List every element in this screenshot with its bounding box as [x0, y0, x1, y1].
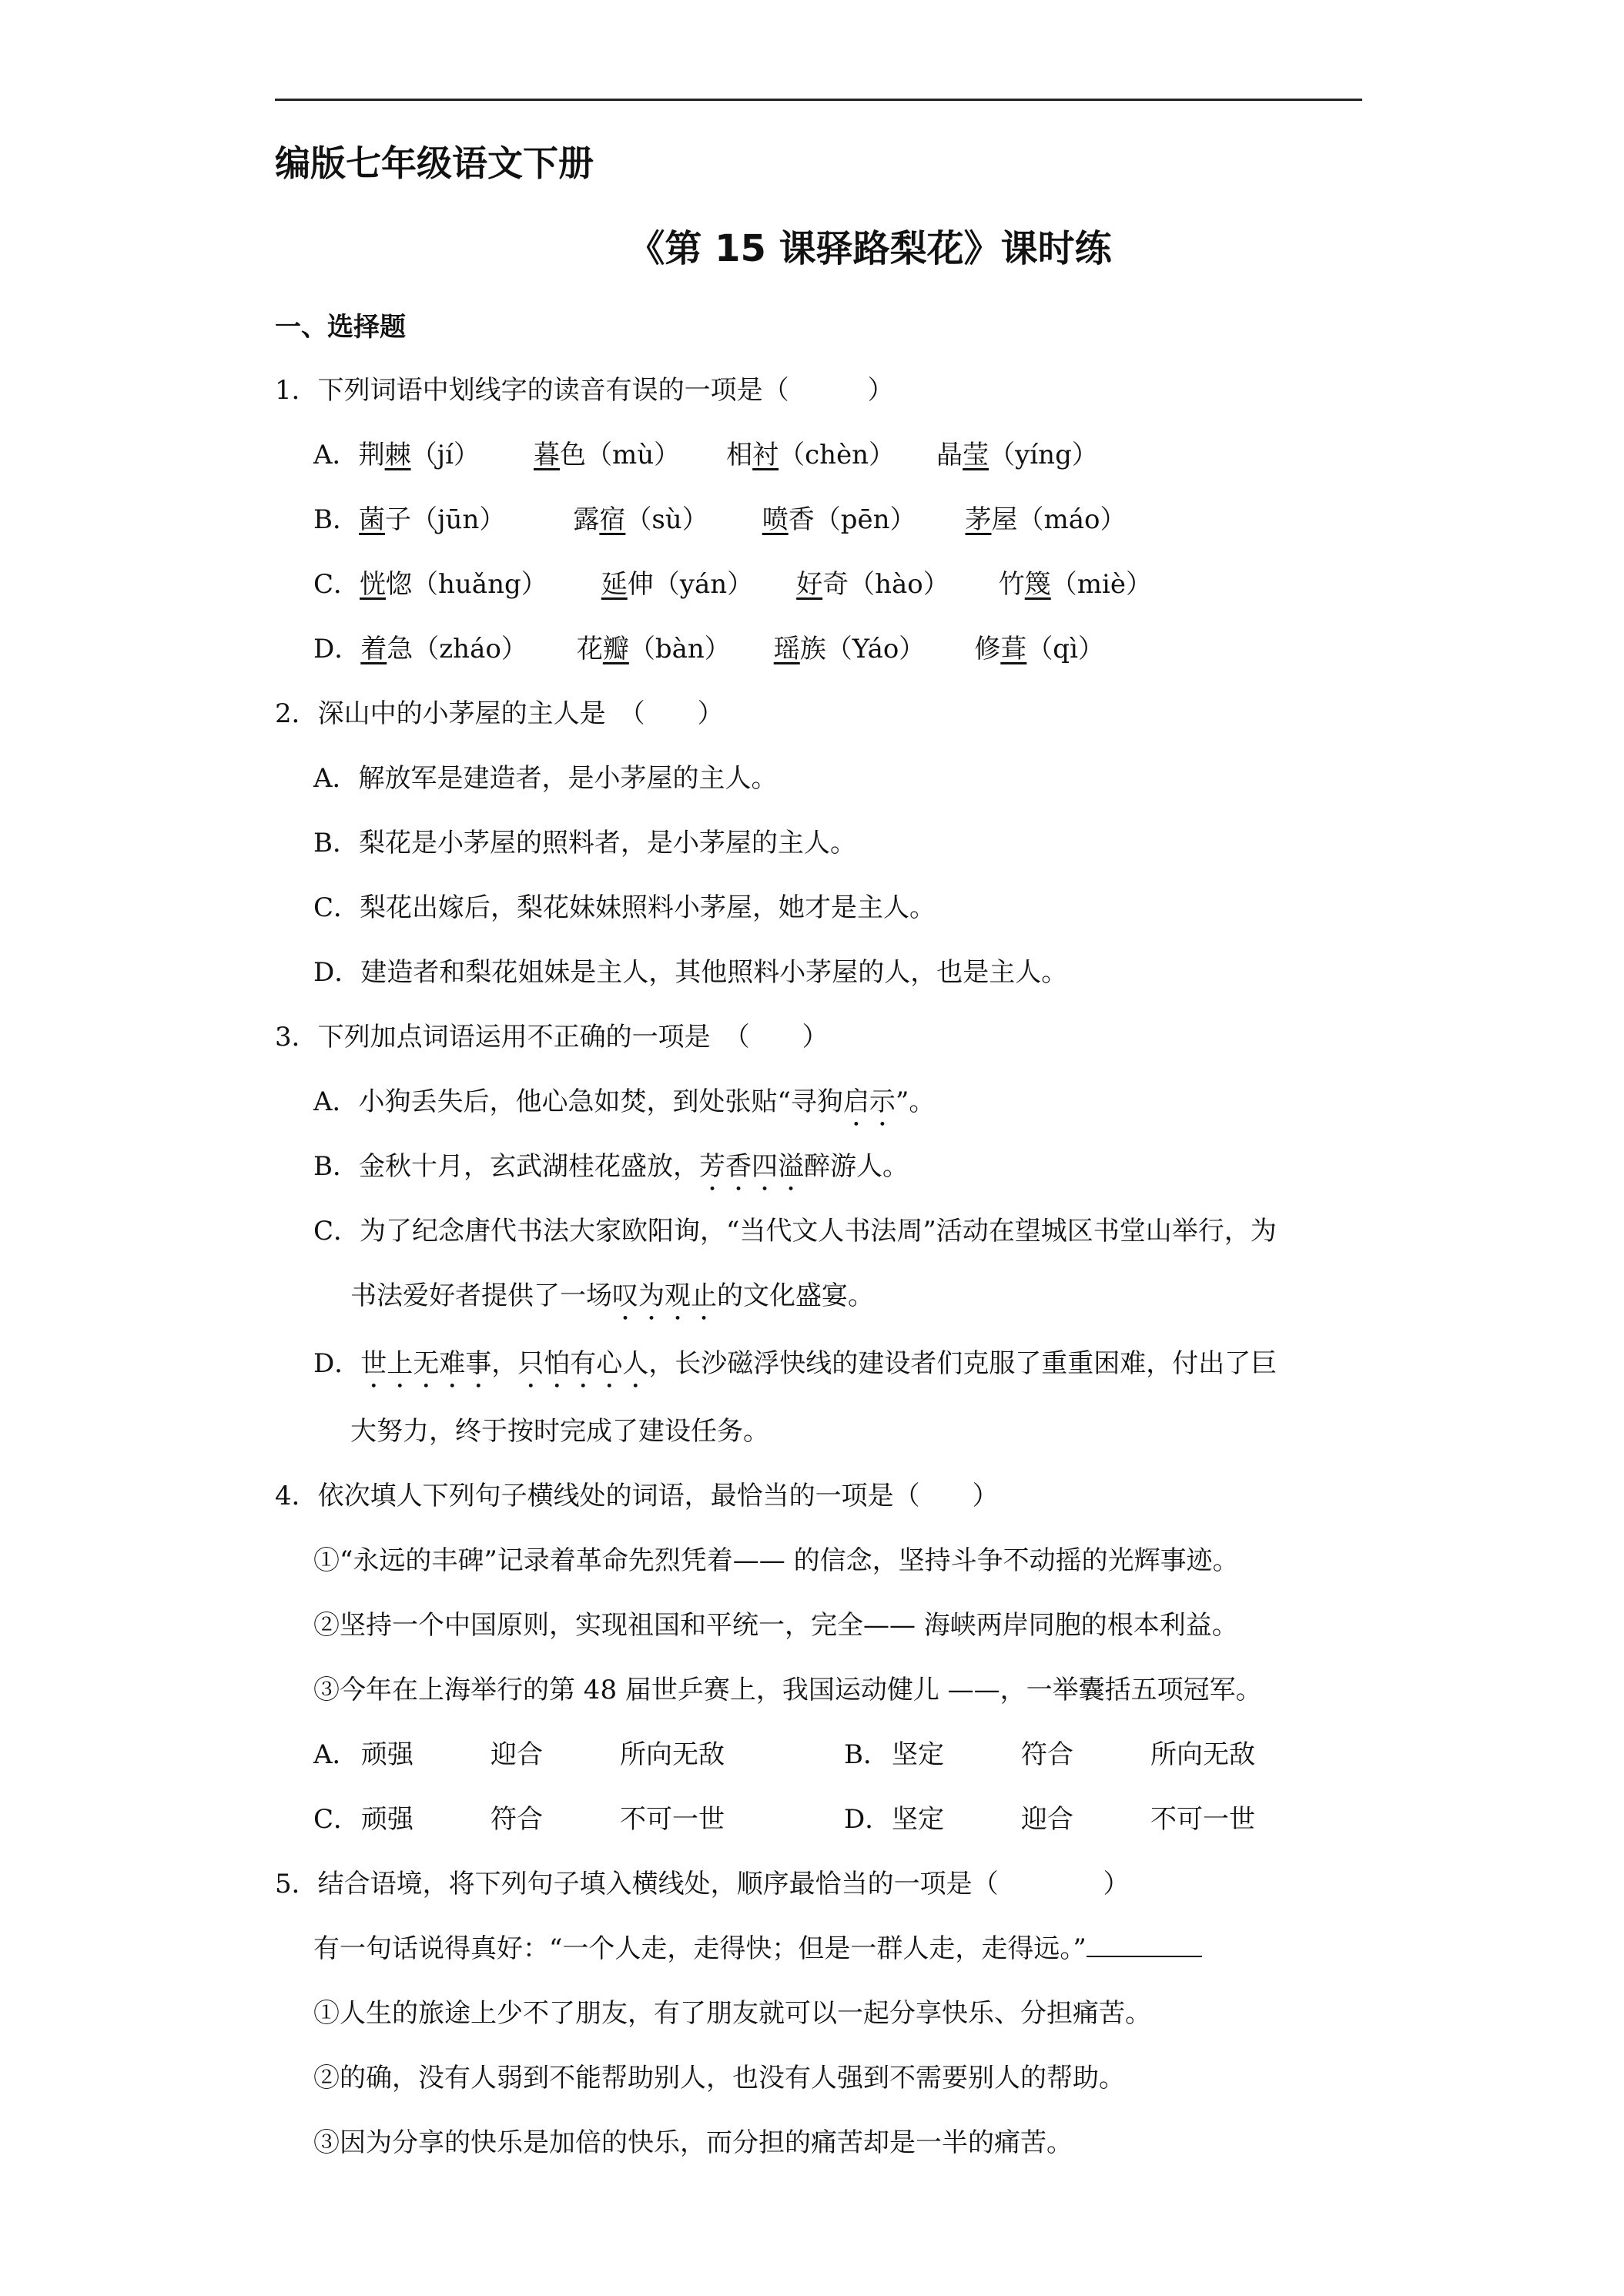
q4-sentence-3: ③今年在上海举行的第 48 届世乒赛上，我国运动健儿 ——，一举囊括五项冠军。 — [313, 1675, 1262, 1705]
q5-stem: 5．结合语境，将下列句子填入横线处，顺序最恰当的一项是（ ） — [275, 1869, 1130, 1899]
q2-option-c: C．梨花出嫁后，梨花妹妹照料小茅屋，她才是主人。 — [313, 892, 936, 923]
q4-option-d: D．坚定 迎合 不可一世 — [844, 1804, 1255, 1835]
answer-blank — [1087, 1933, 1202, 1957]
option-label: D． — [313, 634, 361, 664]
q3-stem: 3．下列加点词语运用不正确的一项是 （ ） — [275, 1022, 829, 1053]
q3-option-b: B．金秋十月，玄武湖桂花盛放，芳香四溢醉游人。 — [313, 1151, 909, 1182]
q4-sentence-2: ②坚持一个中国原则，实现祖国和平统一，完全—— 海峡两岸同胞的根本利益。 — [313, 1610, 1238, 1641]
q3-option-a: A．小狗丢失后，他心急如焚，到处张贴“寻狗启示”。 — [313, 1086, 936, 1117]
q5-sentence-1: ①人生的旅途上少不了朋友，有了朋友就可以一起分享快乐、分担痛苦。 — [313, 1998, 1151, 2029]
document-title: 编版七年级语文下册 — [275, 142, 594, 184]
q1-option-b: B．菌子（jūn） 露宿（sù） 喷香（pēn） 茅屋（máo） — [313, 504, 1127, 535]
dotted-term: 芳香四溢 — [698, 1151, 804, 1182]
q5-sentence-3: ③因为分享的快乐是加倍的快乐，而分担的痛苦却是一半的痛苦。 — [313, 2127, 1073, 2158]
q3-option-c-line2: 书法爱好者提供了一场叹为观止的文化盛宴。 — [350, 1280, 874, 1311]
option-label: C． — [313, 569, 360, 600]
q4-option-b: B．坚定 符合 所向无敌 — [844, 1739, 1255, 1770]
q3-option-d-line1: D．世上无难事，只怕有心人，长沙磁浮快线的建设者们克服了重重困难，付出了巨 — [313, 1348, 1277, 1379]
q5-intro: 有一句话说得真好：“一个人走，走得快；但是一群人走，走得远。” — [313, 1931, 1202, 1966]
option-label: B． — [313, 504, 359, 535]
dotted-term: 叹为观止 — [612, 1280, 717, 1311]
option-label: A． — [313, 440, 359, 470]
q4-option-c: C．顽强 符合 不可一世 — [313, 1804, 725, 1835]
q1-option-a: A．荆棘（jí） 暮色（mù） 相衬（chèn） 晶莹（yíng） — [313, 440, 1098, 470]
q2-option-a: A．解放军是建造者，是小茅屋的主人。 — [313, 763, 778, 794]
q1-option-c: C．恍惚（huǎng） 延伸（yán） 好奇（hào） 竹篾（miè） — [313, 569, 1153, 600]
dotted-term: 世上无难事，只怕有心人 — [360, 1348, 649, 1379]
q2-option-d: D．建造者和梨花姐妹是主人，其他照料小茅屋的人，也是主人。 — [313, 957, 1068, 988]
q1-option-d: D．着急（zháo） 花瓣（bàn） 瑶族（Yáo） 修葺（qì） — [313, 634, 1104, 664]
q2-stem: 2．深山中的小茅屋的主人是 （ ） — [275, 698, 724, 729]
q3-option-c-line1: C．为了纪念唐代书法大家欧阳询，“当代文人书法周”活动在望城区书堂山举行，为 — [313, 1216, 1277, 1247]
lesson-title: 《第 15 课驿路梨花》课时练 — [628, 227, 1112, 270]
q5-sentence-2: ②的确，没有人弱到不能帮助别人，也没有人强到不需要别人的帮助。 — [313, 2063, 1125, 2094]
q4-sentence-1: ①“永远的丰碑”记录着革命先烈凭着—— 的信念，坚持斗争不动摇的光辉事迹。 — [313, 1545, 1239, 1576]
q4-stem: 4．依次填人下列句子横线处的词语，最恰当的一项是（ ） — [275, 1481, 999, 1511]
dotted-term: 启示 — [842, 1086, 896, 1117]
q3-option-d-line2: 大努力，终于按时完成了建设任务。 — [350, 1416, 769, 1447]
q4-option-a: A． 顽强 迎合 所向无敌 — [313, 1739, 725, 1770]
header-rule — [275, 99, 1362, 101]
q2-option-b: B．梨花是小茅屋的照料者，是小茅屋的主人。 — [313, 828, 856, 858]
q1-stem: 1．下列词语中划线字的读音有误的一项是（ ） — [275, 375, 894, 406]
section-heading: 一、选择题 — [275, 312, 406, 343]
